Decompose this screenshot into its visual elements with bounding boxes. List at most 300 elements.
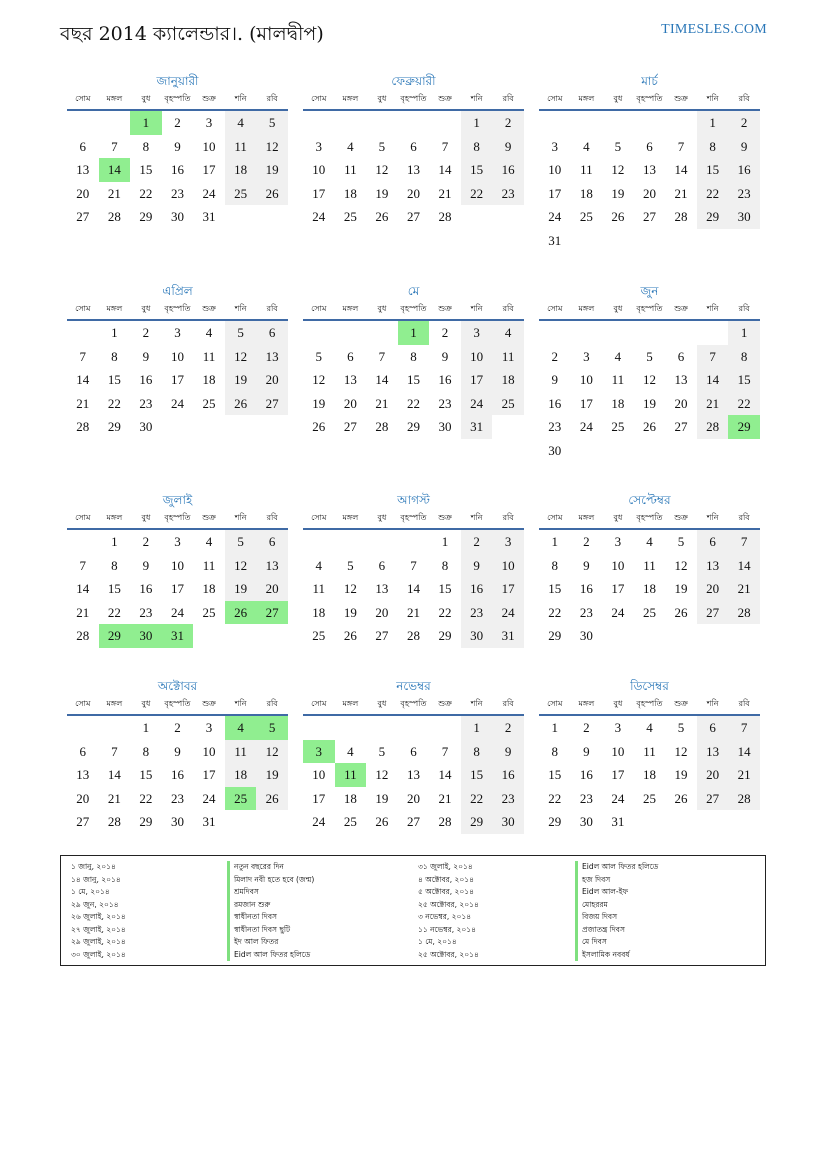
day-cell[interactable]: 7 bbox=[79, 557, 87, 573]
day-cell[interactable]: 12 bbox=[642, 372, 656, 387]
day-cell[interactable]: 7 bbox=[441, 138, 449, 154]
day-cell[interactable]: 3 bbox=[551, 138, 559, 154]
day-cell[interactable]: 30 bbox=[438, 419, 452, 434]
day-cell[interactable]: 1 bbox=[461, 111, 493, 135]
day-cell[interactable]: 10 bbox=[492, 554, 524, 578]
day-cell[interactable]: 14 bbox=[728, 740, 760, 764]
day-cell[interactable]: 27 bbox=[256, 392, 288, 416]
day-cell[interactable]: 3 bbox=[174, 325, 181, 340]
day-cell[interactable]: 10 bbox=[170, 348, 184, 364]
day-cell[interactable]: 23 bbox=[438, 395, 452, 411]
day-cell[interactable]: 16 bbox=[728, 158, 760, 182]
day-cell[interactable]: 2 bbox=[492, 716, 524, 740]
day-cell[interactable]: 13 bbox=[76, 767, 90, 782]
day-cell[interactable]: 12 bbox=[256, 135, 288, 159]
day-cell[interactable]: 26 bbox=[256, 182, 288, 206]
day-cell[interactable]: 3 bbox=[614, 534, 622, 549]
day-cell[interactable]: 20 bbox=[674, 395, 688, 411]
day-cell[interactable]: 9 bbox=[142, 348, 150, 364]
day-cell[interactable]: 2 bbox=[441, 325, 449, 340]
day-cell[interactable]: 23 bbox=[492, 787, 524, 811]
day-cell[interactable]: 15 bbox=[406, 372, 420, 387]
day-cell[interactable]: 3 bbox=[205, 720, 213, 735]
day-cell[interactable]: 27 bbox=[76, 209, 90, 224]
day-cell[interactable]: 2 bbox=[174, 720, 181, 735]
day-cell[interactable]: 10 bbox=[611, 743, 625, 759]
day-cell[interactable]: 11 bbox=[344, 162, 357, 177]
day-cell[interactable]: 9 bbox=[492, 740, 524, 764]
day-cell[interactable]: 6 bbox=[79, 743, 87, 759]
day-cell[interactable]: 9 bbox=[174, 138, 181, 154]
day-cell[interactable]: 13 bbox=[406, 162, 420, 177]
day-cell[interactable]: 10 bbox=[312, 767, 326, 782]
day-cell[interactable]: 25 bbox=[225, 182, 257, 206]
day-cell[interactable]: 26 bbox=[225, 601, 257, 625]
day-cell[interactable]: 24 bbox=[611, 604, 625, 620]
day-cell[interactable]: 8 bbox=[111, 348, 118, 364]
day-cell[interactable]: 3 bbox=[614, 720, 622, 735]
day-cell[interactable]: 20 bbox=[76, 185, 90, 201]
day-cell[interactable]: 2 bbox=[583, 720, 590, 735]
day-cell[interactable]: 21 bbox=[438, 185, 452, 201]
day-cell[interactable]: 10 bbox=[202, 138, 216, 154]
day-cell[interactable]: 25 bbox=[202, 604, 216, 620]
day-cell[interactable]: 18 bbox=[642, 581, 656, 596]
day-cell[interactable]: 29 bbox=[461, 810, 493, 834]
day-cell[interactable]: 19 bbox=[312, 395, 326, 411]
day-cell[interactable]: 7 bbox=[111, 138, 118, 154]
day-cell[interactable]: 8 bbox=[142, 743, 150, 759]
day-cell[interactable]: 4 bbox=[614, 348, 622, 364]
day-cell[interactable]: 26 bbox=[375, 814, 389, 829]
day-cell[interactable]: 14 bbox=[674, 162, 688, 177]
day-cell[interactable]: 22 bbox=[461, 787, 493, 811]
day-cell[interactable]: 31 bbox=[611, 814, 625, 829]
day-cell[interactable]: 22 bbox=[548, 790, 562, 806]
day-cell[interactable]: 17 bbox=[579, 395, 593, 411]
day-cell[interactable]: 17 bbox=[611, 581, 625, 596]
day-cell[interactable]: 16 bbox=[170, 767, 184, 782]
day-cell[interactable]: 30 bbox=[170, 814, 184, 829]
day-cell[interactable]: 30 bbox=[130, 624, 162, 648]
day-cell[interactable]: 9 bbox=[583, 743, 590, 759]
day-cell[interactable]: 21 bbox=[674, 185, 688, 201]
day-cell[interactable]: 8 bbox=[697, 135, 729, 159]
day-cell[interactable]: 19 bbox=[642, 395, 656, 411]
day-cell[interactable]: 30 bbox=[492, 810, 524, 834]
day-cell[interactable]: 21 bbox=[76, 604, 90, 620]
day-cell[interactable]: 24 bbox=[312, 814, 326, 829]
day-cell[interactable]: 1 bbox=[130, 111, 162, 135]
day-cell[interactable]: 8 bbox=[728, 345, 760, 369]
day-cell[interactable]: 14 bbox=[438, 162, 452, 177]
day-cell[interactable]: 1 bbox=[551, 720, 559, 735]
day-cell[interactable]: 29 bbox=[548, 814, 562, 829]
day-cell[interactable]: 19 bbox=[611, 185, 625, 201]
day-cell[interactable]: 14 bbox=[375, 372, 389, 387]
day-cell[interactable]: 8 bbox=[461, 135, 493, 159]
day-cell[interactable]: 6 bbox=[697, 530, 729, 554]
day-cell[interactable]: 27 bbox=[343, 419, 357, 434]
day-cell[interactable]: 10 bbox=[202, 743, 216, 759]
day-cell[interactable]: 16 bbox=[548, 395, 562, 411]
day-cell[interactable]: 11 bbox=[580, 162, 593, 177]
day-cell[interactable]: 11 bbox=[335, 763, 367, 787]
day-cell[interactable]: 28 bbox=[375, 419, 389, 434]
day-cell[interactable]: 3 bbox=[492, 530, 524, 554]
day-cell[interactable]: 17 bbox=[548, 185, 562, 201]
day-cell[interactable]: 6 bbox=[410, 138, 417, 154]
day-cell[interactable]: 29 bbox=[107, 419, 121, 434]
day-cell[interactable]: 11 bbox=[225, 740, 257, 764]
day-cell[interactable]: 2 bbox=[142, 325, 150, 340]
day-cell[interactable]: 23 bbox=[139, 395, 153, 411]
day-cell[interactable]: 29 bbox=[697, 205, 729, 229]
day-cell[interactable]: 18 bbox=[225, 158, 257, 182]
day-cell[interactable]: 15 bbox=[728, 368, 760, 392]
day-cell[interactable]: 6 bbox=[79, 138, 87, 154]
day-cell[interactable]: 4 bbox=[205, 325, 213, 340]
day-cell[interactable]: 19 bbox=[256, 158, 288, 182]
day-cell[interactable]: 17 bbox=[202, 162, 216, 177]
day-cell[interactable]: 8 bbox=[441, 557, 449, 573]
day-cell[interactable]: 31 bbox=[492, 624, 524, 648]
day-cell[interactable]: 27 bbox=[674, 419, 688, 434]
day-cell[interactable]: 14 bbox=[438, 767, 452, 782]
day-cell[interactable]: 1 bbox=[441, 534, 449, 549]
day-cell[interactable]: 22 bbox=[139, 185, 153, 201]
day-cell[interactable]: 9 bbox=[142, 557, 150, 573]
day-cell[interactable]: 23 bbox=[492, 182, 524, 206]
day-cell[interactable]: 12 bbox=[343, 581, 357, 596]
day-cell[interactable]: 25 bbox=[579, 209, 593, 224]
day-cell[interactable]: 26 bbox=[312, 419, 326, 434]
day-cell[interactable]: 11 bbox=[202, 557, 216, 573]
day-cell[interactable]: 16 bbox=[492, 158, 524, 182]
day-cell[interactable]: 15 bbox=[548, 767, 562, 782]
day-cell[interactable]: 8 bbox=[111, 557, 118, 573]
day-cell[interactable]: 1 bbox=[111, 325, 118, 340]
day-cell[interactable]: 25 bbox=[202, 395, 216, 411]
day-cell[interactable]: 1 bbox=[551, 534, 559, 549]
day-cell[interactable]: 24 bbox=[461, 392, 493, 416]
day-cell[interactable]: 25 bbox=[642, 790, 656, 806]
day-cell[interactable]: 26 bbox=[375, 209, 389, 224]
day-cell[interactable]: 23 bbox=[139, 604, 153, 620]
day-cell[interactable]: 10 bbox=[548, 162, 562, 177]
day-cell[interactable]: 18 bbox=[225, 763, 257, 787]
day-cell[interactable]: 27 bbox=[697, 601, 729, 625]
day-cell[interactable]: 20 bbox=[642, 185, 656, 201]
day-cell[interactable]: 23 bbox=[579, 790, 593, 806]
day-cell[interactable]: 9 bbox=[174, 743, 181, 759]
day-cell[interactable]: 10 bbox=[170, 557, 184, 573]
day-cell[interactable]: 20 bbox=[406, 185, 420, 201]
day-cell[interactable]: 12 bbox=[312, 372, 326, 387]
day-cell[interactable]: 21 bbox=[76, 395, 90, 411]
day-cell[interactable]: 27 bbox=[76, 814, 90, 829]
day-cell[interactable]: 13 bbox=[375, 581, 389, 596]
day-cell[interactable]: 8 bbox=[551, 743, 559, 759]
day-cell[interactable]: 12 bbox=[674, 743, 688, 759]
day-cell[interactable]: 5 bbox=[256, 111, 288, 135]
day-cell[interactable]: 11 bbox=[611, 372, 625, 387]
day-cell[interactable]: 29 bbox=[548, 628, 562, 643]
day-cell[interactable]: 31 bbox=[202, 209, 216, 224]
day-cell[interactable]: 17 bbox=[611, 767, 625, 782]
day-cell[interactable]: 21 bbox=[375, 395, 389, 411]
day-cell[interactable]: 30 bbox=[139, 419, 153, 434]
day-cell[interactable]: 26 bbox=[674, 790, 688, 806]
day-cell[interactable]: 19 bbox=[225, 368, 257, 392]
day-cell[interactable]: 8 bbox=[142, 138, 150, 154]
day-cell[interactable]: 18 bbox=[343, 790, 357, 806]
day-cell[interactable]: 28 bbox=[438, 814, 452, 829]
day-cell[interactable]: 2 bbox=[583, 534, 590, 549]
day-cell[interactable]: 17 bbox=[312, 790, 326, 806]
day-cell[interactable]: 19 bbox=[674, 767, 688, 782]
day-cell[interactable]: 5 bbox=[315, 348, 323, 364]
day-cell[interactable]: 10 bbox=[611, 557, 625, 573]
day-cell[interactable]: 7 bbox=[697, 345, 729, 369]
day-cell[interactable]: 12 bbox=[225, 345, 257, 369]
day-cell[interactable]: 28 bbox=[438, 209, 452, 224]
day-cell[interactable]: 14 bbox=[76, 581, 90, 596]
day-cell[interactable]: 26 bbox=[343, 628, 357, 643]
day-cell[interactable]: 10 bbox=[312, 162, 326, 177]
day-cell[interactable]: 20 bbox=[256, 368, 288, 392]
day-cell[interactable]: 25 bbox=[343, 209, 357, 224]
day-cell[interactable]: 15 bbox=[697, 158, 729, 182]
day-cell[interactable]: 22 bbox=[107, 395, 121, 411]
day-cell[interactable]: 31 bbox=[548, 232, 562, 248]
day-cell[interactable]: 21 bbox=[107, 790, 121, 806]
day-cell[interactable]: 25 bbox=[343, 814, 357, 829]
day-cell[interactable]: 18 bbox=[343, 185, 357, 201]
day-cell[interactable]: 7 bbox=[728, 716, 760, 740]
day-cell[interactable]: 21 bbox=[406, 604, 420, 620]
day-cell[interactable]: 19 bbox=[256, 763, 288, 787]
day-cell[interactable]: 13 bbox=[406, 767, 420, 782]
day-cell[interactable]: 20 bbox=[76, 790, 90, 806]
day-cell[interactable]: 28 bbox=[697, 415, 729, 439]
day-cell[interactable]: 12 bbox=[674, 557, 688, 573]
day-cell[interactable]: 1 bbox=[697, 111, 729, 135]
day-cell[interactable]: 15 bbox=[461, 158, 493, 182]
day-cell[interactable]: 29 bbox=[438, 628, 452, 643]
day-cell[interactable]: 6 bbox=[677, 348, 685, 364]
day-cell[interactable]: 24 bbox=[170, 604, 184, 620]
day-cell[interactable]: 27 bbox=[642, 209, 656, 224]
day-cell[interactable]: 9 bbox=[441, 348, 449, 364]
day-cell[interactable]: 13 bbox=[343, 372, 357, 387]
day-cell[interactable]: 5 bbox=[225, 321, 257, 345]
day-cell[interactable]: 28 bbox=[728, 787, 760, 811]
day-cell[interactable]: 14 bbox=[728, 554, 760, 578]
day-cell[interactable]: 5 bbox=[347, 557, 354, 573]
day-cell[interactable]: 11 bbox=[643, 743, 656, 759]
day-cell[interactable]: 12 bbox=[256, 740, 288, 764]
day-cell[interactable]: 4 bbox=[646, 534, 653, 549]
day-cell[interactable]: 21 bbox=[728, 763, 760, 787]
day-cell[interactable]: 2 bbox=[728, 111, 760, 135]
day-cell[interactable]: 19 bbox=[343, 604, 357, 620]
day-cell[interactable]: 23 bbox=[461, 601, 493, 625]
day-cell[interactable]: 21 bbox=[728, 577, 760, 601]
day-cell[interactable]: 13 bbox=[697, 554, 729, 578]
day-cell[interactable]: 14 bbox=[76, 372, 90, 387]
day-cell[interactable]: 18 bbox=[579, 185, 593, 201]
day-cell[interactable]: 28 bbox=[674, 209, 688, 224]
day-cell[interactable]: 15 bbox=[461, 763, 493, 787]
day-cell[interactable]: 15 bbox=[107, 372, 121, 387]
day-cell[interactable]: 18 bbox=[202, 581, 216, 596]
day-cell[interactable]: 1 bbox=[142, 720, 150, 735]
day-cell[interactable]: 11 bbox=[202, 348, 216, 364]
day-cell[interactable]: 6 bbox=[256, 530, 288, 554]
day-cell[interactable]: 11 bbox=[492, 345, 524, 369]
day-cell[interactable]: 2 bbox=[142, 534, 150, 549]
day-cell[interactable]: 1 bbox=[461, 716, 493, 740]
day-cell[interactable]: 27 bbox=[375, 628, 389, 643]
day-cell[interactable]: 16 bbox=[170, 162, 184, 177]
day-cell[interactable]: 25 bbox=[611, 419, 625, 434]
day-cell[interactable]: 5 bbox=[677, 720, 685, 735]
day-cell[interactable]: 4 bbox=[225, 111, 257, 135]
day-cell[interactable]: 21 bbox=[438, 790, 452, 806]
day-cell[interactable]: 24 bbox=[312, 209, 326, 224]
day-cell[interactable]: 13 bbox=[76, 162, 90, 177]
day-cell[interactable]: 13 bbox=[642, 162, 656, 177]
day-cell[interactable]: 4 bbox=[347, 138, 354, 154]
day-cell[interactable]: 29 bbox=[99, 624, 131, 648]
site-name[interactable]: TIMESLES.COM bbox=[661, 22, 767, 37]
day-cell[interactable]: 25 bbox=[312, 628, 326, 643]
day-cell[interactable]: 28 bbox=[406, 628, 420, 643]
day-cell[interactable]: 3 bbox=[583, 348, 590, 364]
day-cell[interactable]: 28 bbox=[728, 601, 760, 625]
day-cell[interactable]: 26 bbox=[225, 392, 257, 416]
day-cell[interactable]: 17 bbox=[312, 185, 326, 201]
day-cell[interactable]: 12 bbox=[611, 162, 625, 177]
day-cell[interactable]: 16 bbox=[492, 763, 524, 787]
day-cell[interactable]: 5 bbox=[677, 534, 685, 549]
day-cell[interactable]: 23 bbox=[548, 419, 562, 434]
day-cell[interactable]: 12 bbox=[375, 767, 389, 782]
day-cell[interactable]: 27 bbox=[697, 787, 729, 811]
day-cell[interactable]: 26 bbox=[642, 419, 656, 434]
day-cell[interactable]: 4 bbox=[347, 743, 354, 759]
day-cell[interactable]: 3 bbox=[461, 321, 493, 345]
day-cell[interactable]: 9 bbox=[728, 135, 760, 159]
day-cell[interactable]: 20 bbox=[697, 763, 729, 787]
day-cell[interactable]: 23 bbox=[170, 185, 184, 201]
day-cell[interactable]: 6 bbox=[697, 716, 729, 740]
day-cell[interactable]: 4 bbox=[646, 720, 653, 735]
day-cell[interactable]: 15 bbox=[139, 767, 153, 782]
day-cell[interactable]: 22 bbox=[728, 392, 760, 416]
day-cell[interactable]: 30 bbox=[461, 624, 493, 648]
day-cell[interactable]: 5 bbox=[378, 743, 386, 759]
day-cell[interactable]: 7 bbox=[410, 557, 417, 573]
day-cell[interactable]: 1 bbox=[728, 321, 760, 345]
day-cell[interactable]: 4 bbox=[315, 557, 323, 573]
day-cell[interactable]: 28 bbox=[76, 419, 90, 434]
day-cell[interactable]: 3 bbox=[303, 740, 335, 764]
day-cell[interactable]: 14 bbox=[406, 581, 420, 596]
day-cell[interactable]: 2 bbox=[492, 111, 524, 135]
day-cell[interactable]: 9 bbox=[492, 135, 524, 159]
day-cell[interactable]: 18 bbox=[312, 604, 326, 620]
day-cell[interactable]: 22 bbox=[406, 395, 420, 411]
day-cell[interactable]: 23 bbox=[579, 604, 593, 620]
day-cell[interactable]: 23 bbox=[170, 790, 184, 806]
day-cell[interactable]: 19 bbox=[225, 577, 257, 601]
day-cell[interactable]: 27 bbox=[406, 814, 420, 829]
day-cell[interactable]: 26 bbox=[611, 209, 625, 224]
day-cell[interactable]: 24 bbox=[170, 395, 184, 411]
day-cell[interactable]: 16 bbox=[139, 372, 153, 387]
day-cell[interactable]: 3 bbox=[315, 138, 323, 154]
day-cell[interactable]: 15 bbox=[438, 581, 452, 596]
day-cell[interactable]: 27 bbox=[256, 601, 288, 625]
day-cell[interactable]: 2 bbox=[461, 530, 493, 554]
day-cell[interactable]: 24 bbox=[548, 209, 562, 224]
day-cell[interactable]: 16 bbox=[579, 581, 593, 596]
day-cell[interactable]: 4 bbox=[492, 321, 524, 345]
day-cell[interactable]: 7 bbox=[441, 743, 449, 759]
day-cell[interactable]: 11 bbox=[643, 557, 656, 573]
day-cell[interactable]: 21 bbox=[107, 185, 121, 201]
day-cell[interactable]: 26 bbox=[674, 604, 688, 620]
day-cell[interactable]: 28 bbox=[76, 628, 90, 643]
day-cell[interactable]: 18 bbox=[611, 395, 625, 411]
day-cell[interactable]: 14 bbox=[697, 368, 729, 392]
day-cell[interactable]: 19 bbox=[674, 581, 688, 596]
day-cell[interactable]: 22 bbox=[697, 182, 729, 206]
day-cell[interactable]: 9 bbox=[583, 557, 590, 573]
day-cell[interactable]: 20 bbox=[375, 604, 389, 620]
day-cell[interactable]: 17 bbox=[492, 577, 524, 601]
day-cell[interactable]: 17 bbox=[170, 372, 184, 387]
day-cell[interactable]: 20 bbox=[343, 395, 357, 411]
day-cell[interactable]: 18 bbox=[492, 368, 524, 392]
day-cell[interactable]: 15 bbox=[139, 162, 153, 177]
day-cell[interactable]: 24 bbox=[579, 419, 593, 434]
day-cell[interactable]: 20 bbox=[697, 577, 729, 601]
day-cell[interactable]: 12 bbox=[225, 554, 257, 578]
day-cell[interactable]: 29 bbox=[406, 419, 420, 434]
day-cell[interactable]: 2 bbox=[551, 348, 559, 364]
day-cell[interactable]: 21 bbox=[697, 392, 729, 416]
day-cell[interactable]: 28 bbox=[107, 209, 121, 224]
day-cell[interactable]: 18 bbox=[202, 372, 216, 387]
day-cell[interactable]: 6 bbox=[256, 321, 288, 345]
day-cell[interactable]: 7 bbox=[677, 138, 685, 154]
day-cell[interactable]: 7 bbox=[728, 530, 760, 554]
day-cell[interactable]: 17 bbox=[170, 581, 184, 596]
day-cell[interactable]: 8 bbox=[410, 348, 417, 364]
day-cell[interactable]: 7 bbox=[111, 743, 118, 759]
day-cell[interactable]: 5 bbox=[614, 138, 622, 154]
day-cell[interactable]: 13 bbox=[697, 740, 729, 764]
day-cell[interactable]: 15 bbox=[548, 581, 562, 596]
day-cell[interactable]: 9 bbox=[551, 372, 559, 387]
day-cell[interactable]: 13 bbox=[256, 345, 288, 369]
day-cell[interactable]: 17 bbox=[461, 368, 493, 392]
day-cell[interactable]: 4 bbox=[225, 716, 257, 740]
day-cell[interactable]: 5 bbox=[225, 530, 257, 554]
